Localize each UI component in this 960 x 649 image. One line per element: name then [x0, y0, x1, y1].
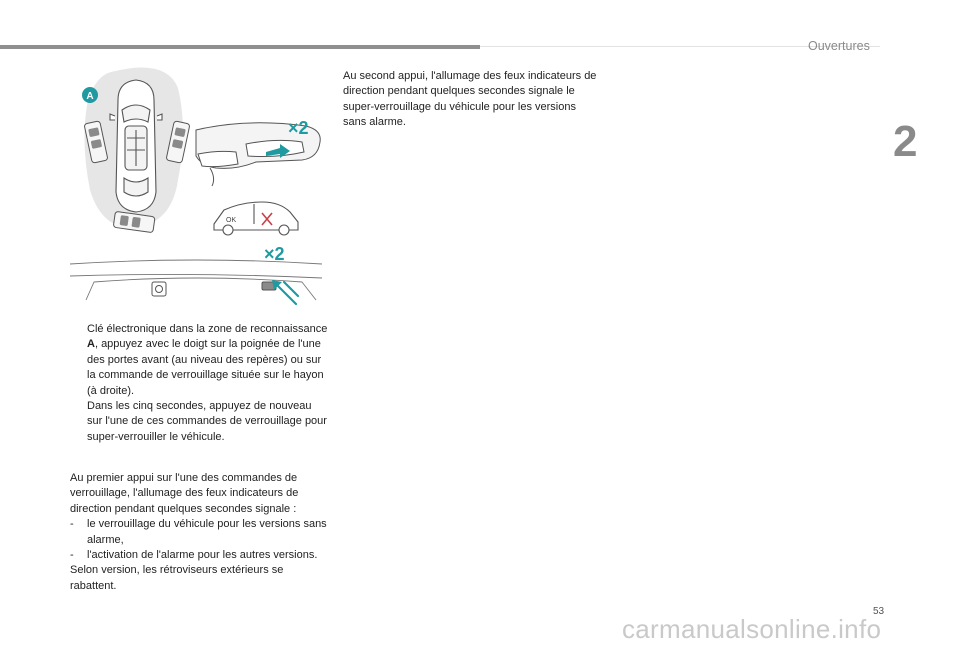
tailgate-lock-button: [152, 282, 276, 296]
step-2-before: Dans les cinq secondes, appuyez de nouveau sur l'une de ces commandes de verrouillage pour super-verrouiller le véhicule.: [87, 400, 327, 443]
dash-item-2-text: l'activation de l'alarme pour les autres versions.: [87, 549, 318, 562]
second-press-explanation: Au second appui, l'allumage des feux indicateurs de direction pendant quelques secondes signale le super-verrouillage du véhicule pour les versions sans alarme.: [343, 70, 597, 129]
tailgate-strip: [70, 260, 322, 300]
dash-item-1-text: le verrouillage du véhicule pour les versions sans alarme,: [87, 518, 327, 546]
tailgate-press-arrow: [272, 280, 298, 304]
intro-lead: Au premier appui sur l'une des commandes de verrouillage, l'allumage des feux indicateurs de direction pendant quelques secondes signale :: [70, 472, 299, 515]
intro-closing: Selon version, les rétroviseurs extérieurs se rabattent.: [70, 564, 284, 592]
car-top-view: [110, 80, 162, 212]
step-1-bold: A: [87, 338, 95, 351]
steps-list: [70, 322, 328, 445]
zone-label: A: [86, 91, 94, 102]
watermark: carmanualsonline.info: [622, 614, 882, 644]
header-rule: [0, 45, 480, 49]
locking-illustration: [66, 60, 328, 310]
step-1: [70, 322, 328, 399]
press-count-handle: ×2: [288, 118, 309, 138]
dash-item-2: [70, 548, 328, 563]
step-1-before: Clé électronique dans la zone de reconnaissance: [87, 323, 328, 335]
step-2: [70, 399, 328, 445]
press-count-tailgate: ×2: [264, 244, 285, 264]
dash-marker: -: [70, 549, 74, 562]
dash-marker: -: [70, 518, 74, 531]
chapter-number: 2: [893, 117, 918, 166]
section-title: Ouvertures: [808, 39, 870, 53]
page-number: 53: [873, 606, 885, 617]
dash-item-1: [70, 517, 328, 548]
ok-label: OK: [226, 217, 237, 224]
first-press-explanation: [70, 471, 328, 594]
step-1-after: , appuyez avec le doigt sur la poignée de l'une des portes avant (au niveau des repères) ou sur la commande de verrouillage située sur le hayon (à droite).: [87, 338, 324, 397]
